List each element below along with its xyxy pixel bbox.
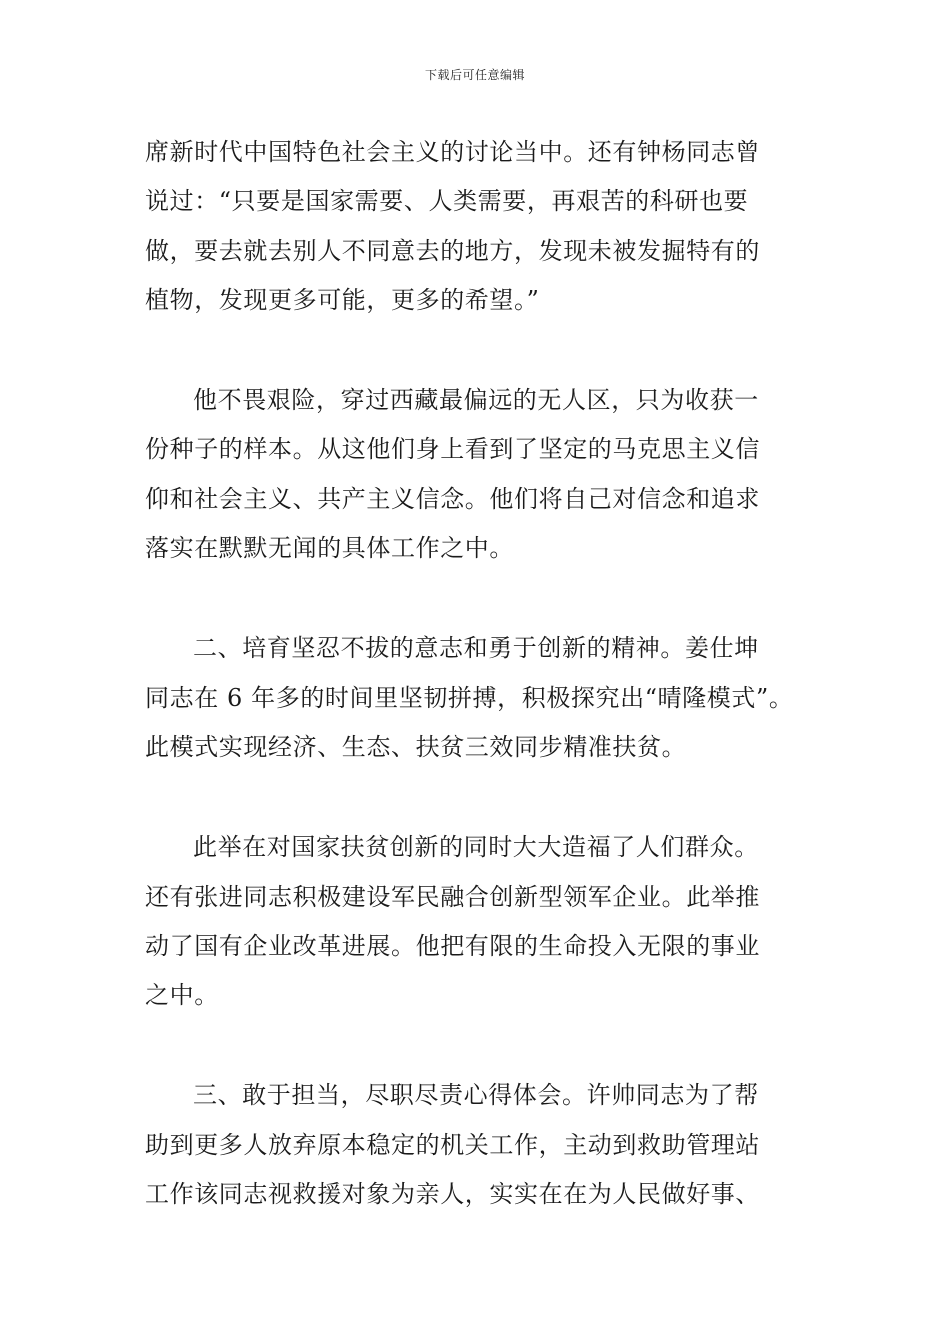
paragraph-line: 二、培育坚忍不拔的意志和勇于创新的精神。姜仕坤: [193, 634, 759, 663]
paragraph-line: 仰和社会主义、共产主义信念。他们将自己对信念和追求: [145, 484, 760, 513]
paragraph-line: 他不畏艰险，穿过西藏最偏远的无人区，只为收获一: [193, 386, 759, 415]
paragraph-line: 此模式实现经济、生态、扶贫三效同步精准扶贫。: [145, 732, 687, 761]
paragraph-line: 还有张进同志积极建设军民融合创新型领军企业。此举推: [145, 882, 760, 911]
paragraph-1: [145, 128, 813, 325]
paragraph-line: 席新时代中国特色社会主义的讨论当中。还有钟杨同志曾: [145, 138, 760, 166]
paragraph-line: 此举在对国家扶贫创新的同时大大造福了人们群众。: [193, 833, 759, 862]
paragraph-line: 植物，发现更多可能，更多的希望。”: [145, 285, 540, 314]
paragraph-5: [145, 1071, 813, 1219]
paragraph-line: 助到更多人放弃原本稳定的机关工作，主动到救助管理站: [145, 1130, 760, 1159]
paragraph-line: 同志在 6 年多的时间里坚韧拼搏，积极探究出“晴隆模式”。: [145, 683, 794, 712]
paragraph-line: 说过：“只要是国家需要、人类需要，再艰苦的科研也要: [145, 187, 749, 216]
paragraph-2: [145, 376, 813, 573]
document-body: [145, 128, 813, 1219]
paragraph-line: 工作该同志视救援对象为亲人，实实在在为人民做好事、: [145, 1180, 760, 1209]
paragraph-line: 三、敢于担当，尽职尽责心得体会。许帅同志为了帮: [193, 1081, 759, 1110]
paragraph-3: [145, 624, 813, 772]
paragraph-line: 落实在默默无闻的具体工作之中。: [145, 534, 514, 563]
paragraph-4: [145, 823, 813, 1020]
page-header: 下载后可任意编辑: [424, 68, 525, 82]
paragraph-line: 动了国有企业改革进展。他把有限的生命投入无限的事业: [145, 931, 760, 960]
paragraph-line: 之中。: [145, 981, 219, 1010]
paragraph-line: 份种子的样本。从这他们身上看到了坚定的马克思主义信: [145, 435, 760, 464]
paragraph-line: 做，要去就去别人不同意去的地方，发现未被发掘特有的: [145, 236, 760, 265]
